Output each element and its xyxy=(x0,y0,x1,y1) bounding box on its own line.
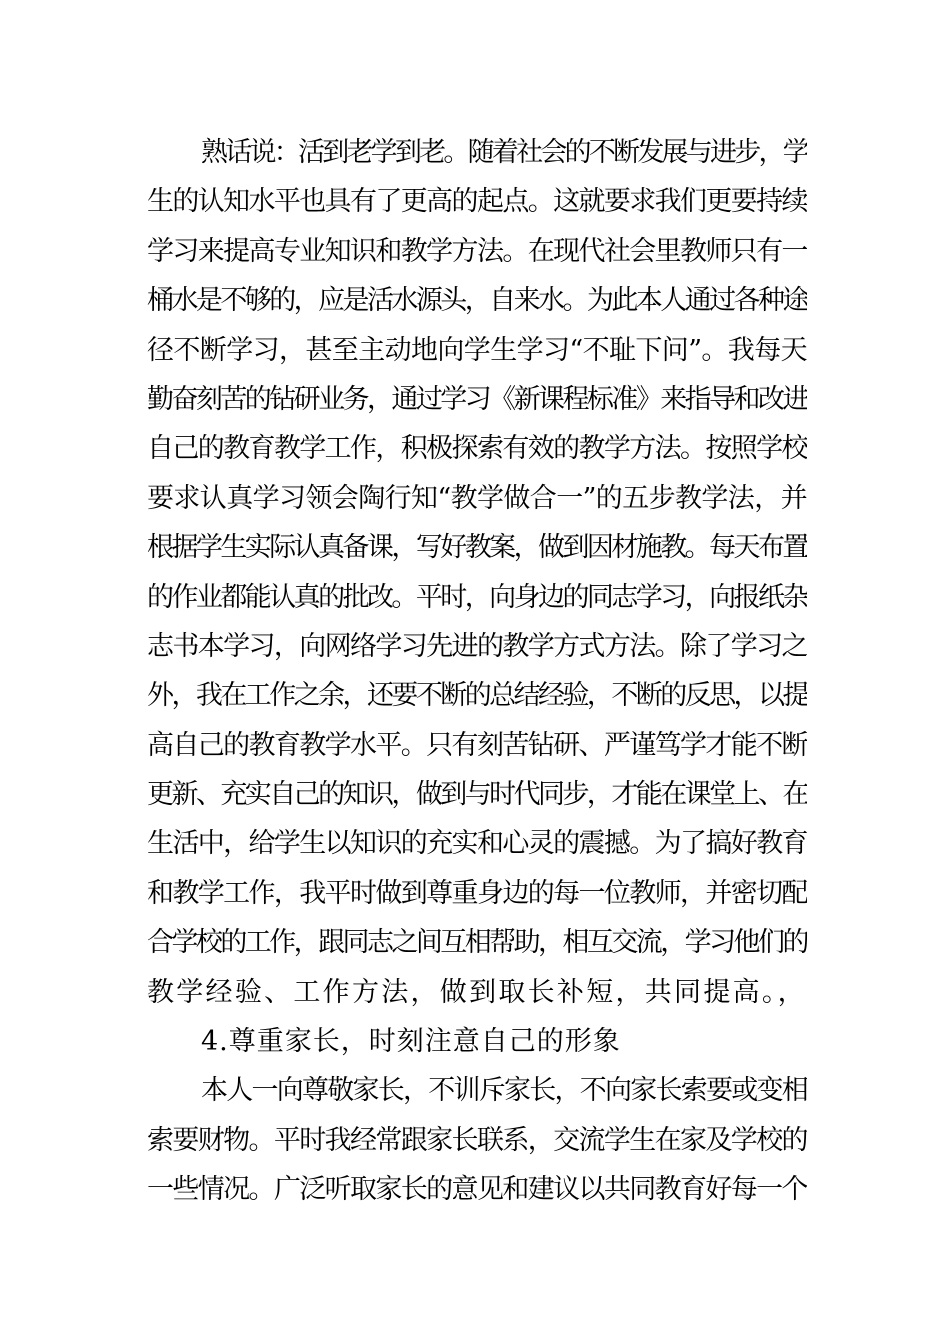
text-line: 径不断学习，甚至主动地向学生学习“不耻下问”。我每天 xyxy=(147,334,807,366)
document-body xyxy=(147,128,807,1215)
text-line: 自己的教育教学工作，积极探索有效的教学方法。按照学校 xyxy=(147,433,807,465)
text-line: 生活中，给学生以知识的充实和心灵的震撼。为了搞好教育 xyxy=(147,828,807,860)
text-line: 4.尊重家长，时刻注意自己的形象 xyxy=(201,1026,621,1058)
text-line: 合学校的工作，跟同志之间互相帮助，相互交流，学习他们的 xyxy=(147,927,807,959)
text-line: 要求认真学习领会陶行知“教学做合一”的五步教学法，并 xyxy=(147,482,807,514)
text-line: 生的认知水平也具有了更高的起点。这就要求我们更要持续 xyxy=(147,186,807,218)
text-line: 勤奋刻苦的钻研业务，通过学习《新课程标准》来指导和改进 xyxy=(147,383,807,415)
text-line: 更新、充实自己的知识，做到与时代同步，才能在课堂上、在 xyxy=(147,779,807,811)
text-line: 本人一向尊敬家长，不训斥家长，不向家长索要或变相 xyxy=(201,1075,807,1107)
text-line: 学习来提高专业知识和教学方法。在现代社会里教师只有一 xyxy=(147,235,807,267)
text-line: 高自己的教育教学水平。只有刻苦钻研、严谨笃学才能不断 xyxy=(147,729,807,761)
text-line: 一些情况。广泛听取家长的意见和建议以共同教育好每一个 xyxy=(147,1174,807,1206)
text-line: 桶水是不够的，应是活水源头，自来水。为此本人通过各种途 xyxy=(147,285,807,317)
text-line: 和教学工作，我平时做到尊重身边的每一位教师，并密切配 xyxy=(147,877,807,909)
text-line: 教学经验、工作方法，做到取长补短，共同提高。， xyxy=(147,976,807,1008)
text-line: 熟话说：活到老学到老。随着社会的不断发展与进步，学 xyxy=(201,137,807,168)
text-line: 根据学生实际认真备课，写好教案，做到因材施教。每天布置 xyxy=(147,532,807,564)
text-line: 志书本学习，向网络学习先进的教学方式方法。除了学习之 xyxy=(147,630,807,662)
text-line: 索要财物。平时我经常跟家长联系，交流学生在家及学校的 xyxy=(147,1124,807,1156)
text-line: 的作业都能认真的批改。平时，向身边的同志学习，向报纸杂 xyxy=(147,581,807,613)
text-line: 外，我在工作之余，还要不断的总结经验，不断的反思，以提 xyxy=(147,680,807,712)
